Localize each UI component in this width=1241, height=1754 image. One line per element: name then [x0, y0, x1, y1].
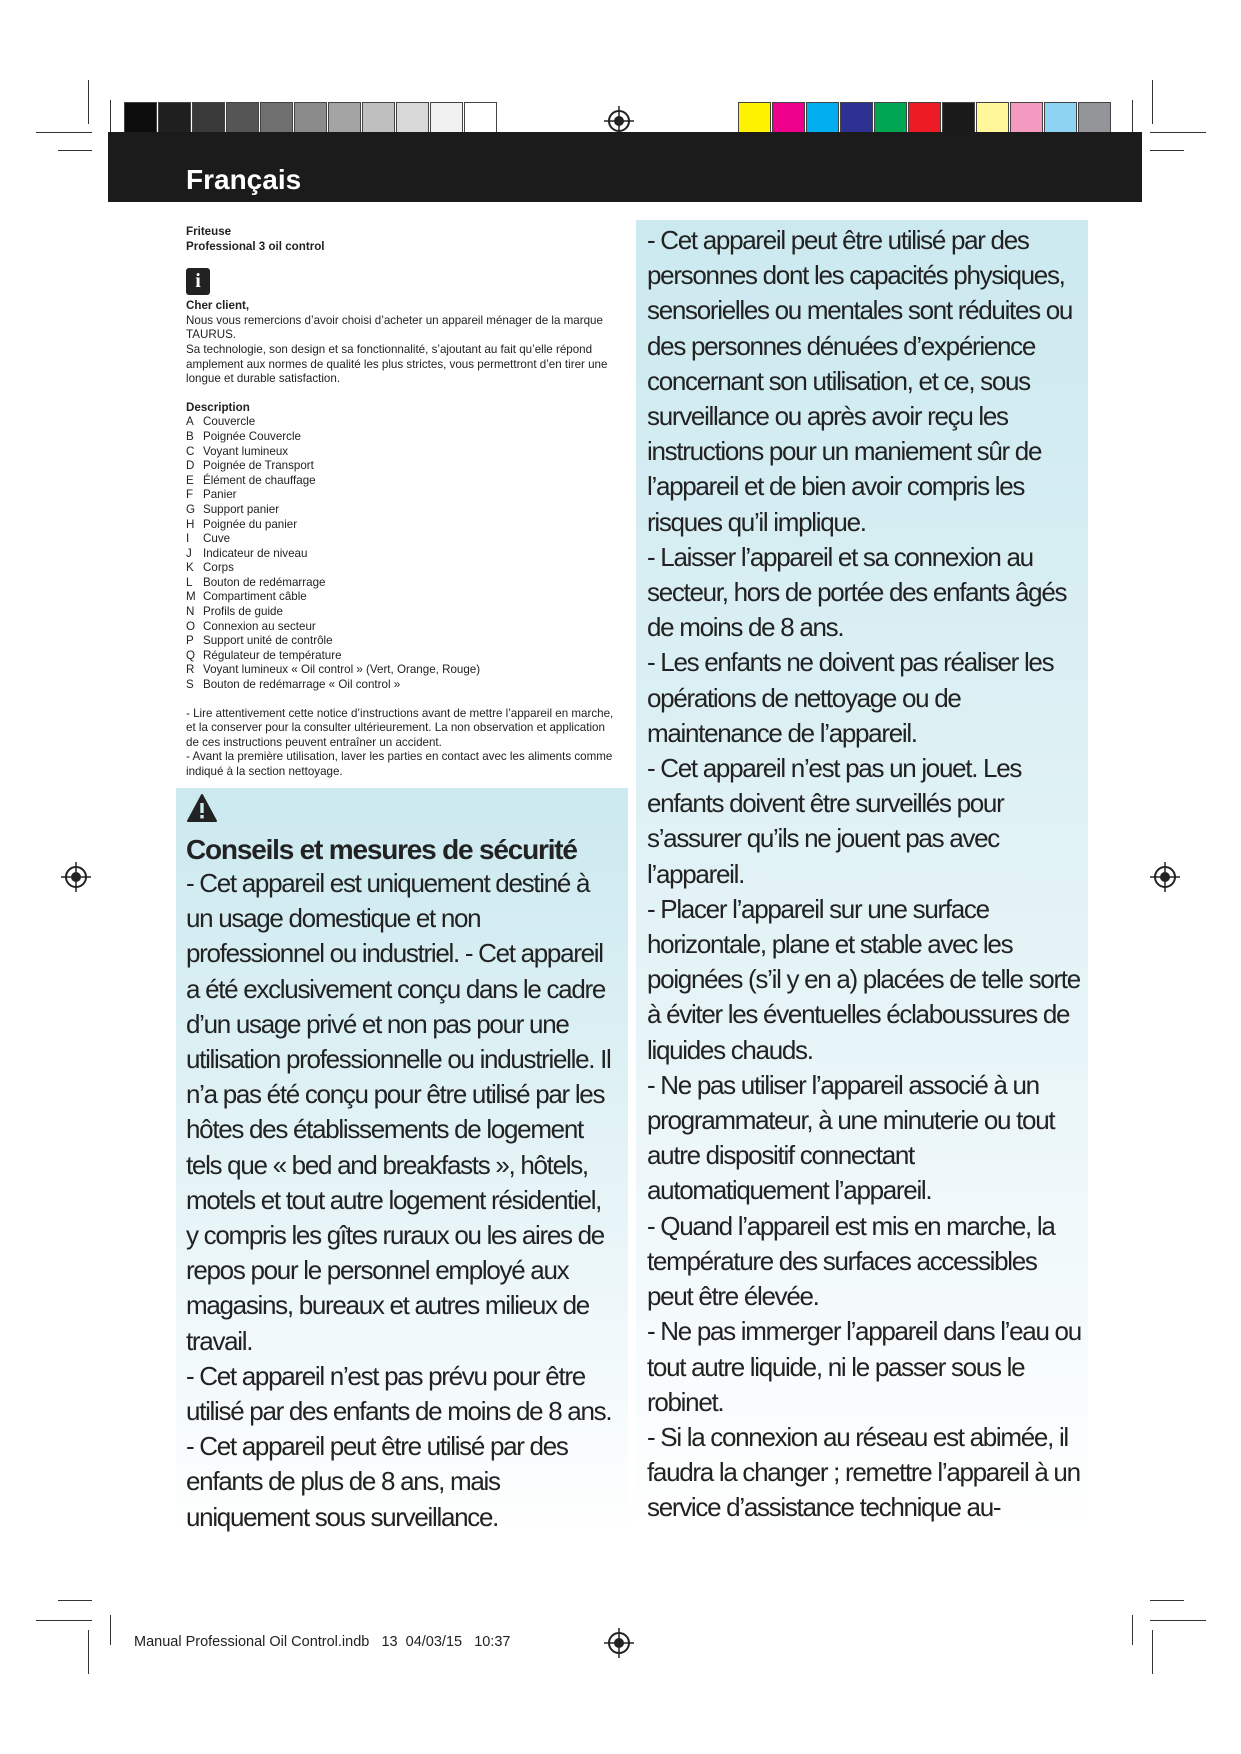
description-letter: P — [186, 634, 194, 648]
description-letter: S — [186, 678, 194, 692]
registration-mark-icon — [604, 1628, 634, 1658]
safety-paragraph: - Les enfants ne doivent pas réaliser les opérations de nettoyage ou de maintenance de l’appareil. — [647, 647, 1054, 748]
color-swatch — [260, 102, 293, 136]
intro-paragraph-2: Sa technologie, son design et sa fonctionnalité, s’ajoutant au fait qu’elle répond amplement aux normes de qualité les plus strictes, vous permettront d’en tirer une longue et durable satisfaction. — [186, 342, 608, 386]
description-letter: H — [186, 517, 195, 531]
safety-paragraph: - Si la connexion au réseau est abimée, il faudra la changer ; remettre l’appareil à un service d’assistance technique au- — [647, 1421, 1080, 1523]
color-swatch — [362, 102, 395, 136]
color-swatch — [1044, 102, 1077, 136]
registration-mark-icon — [61, 862, 91, 892]
description-letter: N — [186, 605, 195, 619]
description-label: Compartiment câble — [203, 590, 307, 604]
description-label: Panier — [203, 488, 237, 502]
color-swatch — [192, 102, 225, 136]
description-item — [186, 663, 616, 678]
product-model: Professional 3 oil control — [186, 239, 325, 253]
description-item — [186, 518, 616, 533]
color-swatch — [908, 102, 941, 136]
safety-paragraph: - Ne pas immerger l’appareil dans l’eau ou tout autre liquide, ni le passer sous le robinet. — [647, 1316, 1081, 1417]
language-title: Français — [186, 164, 302, 195]
description-label: Support panier — [203, 502, 280, 516]
description-label: Bouton de redémarrage — [203, 575, 326, 589]
note-2: - Avant la première utilisation, laver les parties en contact avec les aliments comme indiqué à la section nettoyage. — [186, 750, 613, 778]
description-label: Poignée Couvercle — [203, 429, 301, 443]
description-letter: O — [186, 619, 196, 633]
description-item — [186, 576, 616, 591]
description-letter: C — [186, 444, 195, 458]
description-letter: G — [186, 502, 196, 516]
description-letter: A — [186, 415, 194, 429]
color-swatch — [874, 102, 907, 136]
description-letter: I — [186, 532, 190, 546]
description-item — [186, 634, 616, 649]
description-letter: J — [186, 546, 192, 560]
color-swatch — [124, 102, 157, 136]
safety-left-column — [186, 866, 616, 1535]
description-item — [186, 620, 616, 635]
description-letter: E — [186, 473, 194, 487]
description-item — [186, 459, 616, 474]
description-item — [186, 430, 616, 445]
description-label: Élément de chauffage — [203, 473, 316, 487]
description-title: Description — [186, 400, 250, 414]
description-letter: M — [186, 590, 196, 604]
color-swatch — [430, 102, 463, 136]
description-label: Poignée de Transport — [203, 459, 314, 473]
safety-paragraph: - Cet appareil peut être utilisé par des personnes dont les capacités physiques, sensorielles ou mentales sont réduites ou des personnes dénuées d’expérience concernant son utilisation, et ce, sous surveillance ou après avoir reçu les instructions pour un maniement sûr de l’appareil et de bien avoir compris les risques qu’il implique. — [647, 225, 1073, 537]
description-item — [186, 415, 616, 430]
safety-paragraph: - Laisser l’appareil et sa connexion au secteur, hors de portée des enfants âgés de moins de 8 ans. — [647, 541, 1067, 643]
footer-date: 04/03/15 — [405, 1634, 463, 1650]
description-letter: R — [186, 663, 195, 677]
description-letter: D — [186, 459, 195, 473]
description-item — [186, 561, 616, 576]
color-swatch — [976, 102, 1009, 136]
description-label: Bouton de redémarrage « Oil control » — [203, 678, 401, 692]
footer-file: Manual Professional Oil Control.indb — [134, 1634, 370, 1650]
color-swatch — [738, 102, 771, 136]
description-item — [186, 678, 616, 693]
info-icon: i — [186, 268, 210, 295]
description-letter: K — [186, 561, 194, 575]
description-label: Profils de guide — [203, 605, 283, 619]
description-item — [186, 445, 616, 460]
description-letter: F — [186, 488, 194, 502]
safety-paragraph: - Cet appareil est uniquement destiné à un usage domestique et non professionnel ou industriel. - Cet appareil a été exclusivement conçu dans le cadre d’un usage privé et non pas pour une utilisation professionnelle ou industrielle. Il n’a pas été conçu pour être utilisé par les hôtes des établissements de logement tels que « bed and breakfasts », hôtels, motels et tout autre logement résidentiel, y compris les gîtes ruraux ou les aires de repos pour le personnel employé aux magasins, bureaux et autres milieux de travail. — [186, 868, 611, 1356]
description-label: Couvercle — [203, 415, 256, 429]
safety-paragraph: - Cet appareil peut être utilisé par des enfants de plus de 8 ans, mais uniquement sous surveillance. — [186, 1431, 568, 1532]
description-label: Poignée du panier — [203, 517, 298, 531]
intro-section — [186, 225, 616, 780]
description-label: Régulateur de température — [203, 648, 342, 662]
note-1: - Lire attentivement cette notice d’instructions avant de mettre l’appareil en marche, et la conserver pour la consulter ultérieurement. La non observation et application de ces instructions peuvent entraîner un accident. — [186, 706, 614, 749]
color-swatch — [158, 102, 191, 136]
safety-paragraph: - Placer l’appareil sur une surface horizontale, plane et stable avec les poignées (s’il y en a) placées de telle sorte à éviter les éventuelles éclaboussures de liquides chauds. — [647, 893, 1080, 1065]
intro-paragraph-1: Nous vous remercions d’avoir choisi d’acheter un appareil ménager de la marque TAURUS. — [186, 313, 603, 342]
description-label: Support unité de contrôle — [203, 634, 333, 648]
greeting: Cher client, — [186, 299, 250, 313]
description-label: Connexion au secteur — [203, 619, 316, 633]
description-item — [186, 532, 616, 547]
description-item — [186, 649, 616, 664]
safety-paragraph: - Cet appareil n’est pas un jouet. Les enfants doivent être surveillés pour s’assurer qu’ils ne jouent pas avec l’appareil. — [647, 753, 1022, 889]
description-label: Corps — [203, 561, 234, 575]
description-label: Cuve — [203, 532, 231, 546]
color-swatch — [1078, 102, 1111, 136]
description-list — [186, 415, 616, 692]
color-swatch — [1010, 102, 1043, 136]
safety-paragraph: - Quand l’appareil est mis en marche, la température des surfaces accessibles peut être élevée. — [647, 1210, 1055, 1312]
safety-title: Conseils et mesures de sécurité — [186, 834, 577, 865]
color-swatch — [294, 102, 327, 136]
color-swatch — [328, 102, 361, 136]
color-swatch — [806, 102, 839, 136]
description-item — [186, 605, 616, 620]
color-swatch — [840, 102, 873, 136]
product-type: Friteuse — [186, 225, 232, 238]
color-swatch — [942, 102, 975, 136]
description-label: Indicateur de niveau — [203, 546, 308, 560]
color-swatch — [226, 102, 259, 136]
description-item — [186, 590, 616, 605]
warning-icon — [186, 793, 218, 823]
color-swatch — [396, 102, 429, 136]
color-swatch — [772, 102, 805, 136]
description-letter: L — [186, 575, 193, 589]
description-item — [186, 488, 616, 503]
safety-right-column — [647, 223, 1087, 1526]
print-footer — [134, 1634, 510, 1650]
color-swatch — [464, 102, 497, 136]
description-item — [186, 474, 616, 489]
safety-paragraph: - Ne pas utiliser l’appareil associé à un programmateur, à une minuterie ou tout autre dispositif connectant automatiquement l’appareil. — [647, 1069, 1055, 1206]
registration-mark-icon — [1150, 862, 1180, 892]
description-label: Voyant lumineux « Oil control » (Vert, Orange, Rouge) — [203, 663, 481, 677]
description-letter: B — [186, 429, 194, 443]
safety-paragraph: - Cet appareil n’est pas prévu pour être utilisé par des enfants de moins de 8 ans. — [186, 1360, 612, 1427]
description-letter: Q — [186, 648, 196, 662]
description-item — [186, 547, 616, 562]
footer-time: 10:37 — [474, 1634, 511, 1650]
description-item — [186, 503, 616, 518]
description-label: Voyant lumineux — [203, 444, 289, 458]
footer-page: 13 — [381, 1634, 398, 1650]
